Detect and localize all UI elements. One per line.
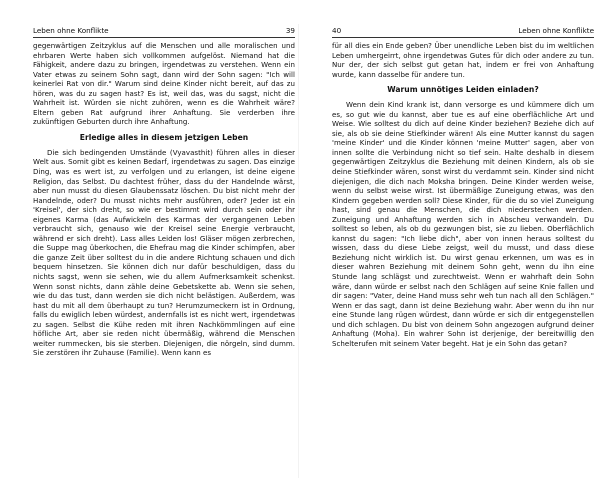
right-paragraph-2: Wenn dein Kind krank ist, dann versorge es und kümmere dich um es, so gut wie du kannst, aber tue es auf eine oberflächliche Art und Weise. Wie solltest du dich auf deine Kinder beziehen? Beziehe dich auf sie, als ob sie deine Stiefkinder wären! Als eine Mutter kannst du sagen 'meine Kinder' und die Kinder können 'meine Mutter' sagen, aber von innen sollte die Verbindung nicht so tief sein. Halte deshalb in diesem gegenwärtigen Zeitzyklus die Beziehung mit deinen Kindern, als ob sie deine Stiefkinder wären, sonst wirst du verdammt sein. Kinder sind nicht diejenigen, die dich nach Moksha bringen. Deine Kinder werden weise, wenn du selbst weise wirst. Ist übermäßige Zuneigung etwas, was den Kindern gegeben werden soll? Diese Kinder, für die du so viel Zuneigung hast, sind genau die Menschen, die dich niederstechen werden. Zuneigung und Anhaftung werden sich in Abscheu verwandeln. Du solltest so leben, als ob du gezwungen bist, sie zu lieben. Oberflächlich kannst du sagen: "Ich liebe dich", aber von innen heraus solltest du wissen, dass du diese Liebe zeigst, weil du musst, und dass diese Beziehung nicht wirklich ist. Du wirst genau erkennen, um was es in dieser wahren Beziehung mit deinem Sohn geht, wenn du ihn eine Stunde lang schlägst und zurechtweist. Wenn er wahrhaft dein Sohn wäre, dann würde er selbst nach den Schlägen auf seine Knie fallen und dir sagen: "Vater, deine Hand muss sehr weh tun nach all den Schlägen." Wenn er das sagt, dann ist deine Beziehung wahr. Aber wenn du ihn nur eine Stunde lang rügen würdest, dann würde er sich dir entgegenstellen und dich schlagen. Du bist von deinem Sohn angezogen aufgrund deiner Anhaftung (Moha). Ein wahrer Sohn ist derjenige, der bereitwillig den Schelterufen mit seinem Vater begeht. Hat je ein Sohn das getan? bbox=[332, 100, 594, 348]
right-section-heading: Warum unnötiges Leiden einladen? bbox=[387, 85, 539, 95]
left-running-head bbox=[33, 26, 295, 38]
right-page-number: 40 bbox=[332, 26, 342, 35]
right-header-title: Leben ohne Konflikte bbox=[518, 26, 594, 35]
left-section-heading: Erledige alles in diesem jetzigen Leben bbox=[79, 132, 249, 142]
left-page bbox=[33, 26, 295, 478]
gutter-divider bbox=[298, 24, 299, 478]
left-page-number: 39 bbox=[285, 26, 295, 35]
left-paragraph-1: gegenwärtigen Zeitzyklus auf die Menschen und alle moralischen und ehrbaren Werte haben sich vollkommen aufgelöst. Niemand hat die Fähigkeit, andere dazu zu bringen, irgendetwas zu verstehen. Wenn ein Vater etwas zu seinem Sohn sagt, dann wird der Sohn sagen: "Ich will keinerlei Rat von dir." Warum sind deine Kinder nicht bereit, auf das zu hören, was du zu sagen hast? Es ist, weil das, was du sagst, nicht die Wahrheit ist. Würden sie nicht zuhören, wenn es die Wahrheit wäre? Eltern geben Rat aufgrund ihrer Anhaftung. Sie verderben ihre zukünftigen Geburten durch ihre Anhaftung. bbox=[33, 41, 295, 127]
right-body-text bbox=[332, 41, 594, 348]
left-paragraph-2: Die sich bedingenden Umstände (Vyavasthit) führen alles in dieser Welt aus. Somit gibt es keinen Bedarf, irgendetwas zu sagen. Das einzige Ding, was es wert ist, zu verfolgen und zu erlangen, ist deine eigene Religion, das Selbst. Du dachtest früher, dass du der Handelnde wärst, aber nun musst du diesen Glaubenssatz löschen. Du bist nicht mehr der Handelnde, oder? Du musst nichts mehr ausführen, oder? Jeder ist ein 'Kreisel', der sich dreht, so wie er bestimmt wird durch sein oder ihr eigenes Karma (das Aufwickeln des Karmas der vergangenen Leben verbraucht sich, genauso wie der Kreisel seine Energie verbraucht, während er sich dreht). Lass alles Leiden los! Gläser mögen zerbrechen, die Suppe mag überkochen, die Ehefrau mag die Kinder schimpfen, aber die ganze Zeit über solltest du in die andere Richtung schauen und dich bequem hinsetzen. Sie können dich nur dafür beschuldigen, dass du nichts sagst, wenn sie sehen, wie du allem Aufmerksamkeit schenkst. Wenn sonst nichts, dann zähle deine Gebetskette ab. Wenn sie sehen, wie du das tust, dann werden sie dich nicht belästigen. Außerdem, was hast du mit all dem überhaupt zu tun? Herumzumeckern ist in Ordnung, falls du ewiglich leben würdest, andernfalls ist es nicht wert, irgendetwas zu sagen. Selbst die Kühe reden mit ihren Nachkömmlingen auf eine höfliche Art, aber sie reden nicht übermäßig, während die Menschen weiter rummecken, bis sie sterben. Diejenigen, die nörgeln, sind dumm. Sie zerstören ihr Zuhause (Familie). Wenn kann es bbox=[33, 147, 295, 358]
right-page bbox=[332, 26, 594, 478]
left-header-title: Leben ohne Konflikte bbox=[33, 26, 109, 35]
right-running-head bbox=[332, 26, 594, 38]
left-body-text bbox=[33, 41, 295, 358]
right-paragraph-1: für all dies ein Ende geben? Über unendliche Leben bist du im weltlichen Leben umhergeirrt, ohne irgendetwas Gutes für dich oder andere zu tun. Nur der, der sich selbst gut getan hat, indem er frei von Anhaftung wurde, kann dasselbe für andere tun. bbox=[332, 41, 594, 79]
